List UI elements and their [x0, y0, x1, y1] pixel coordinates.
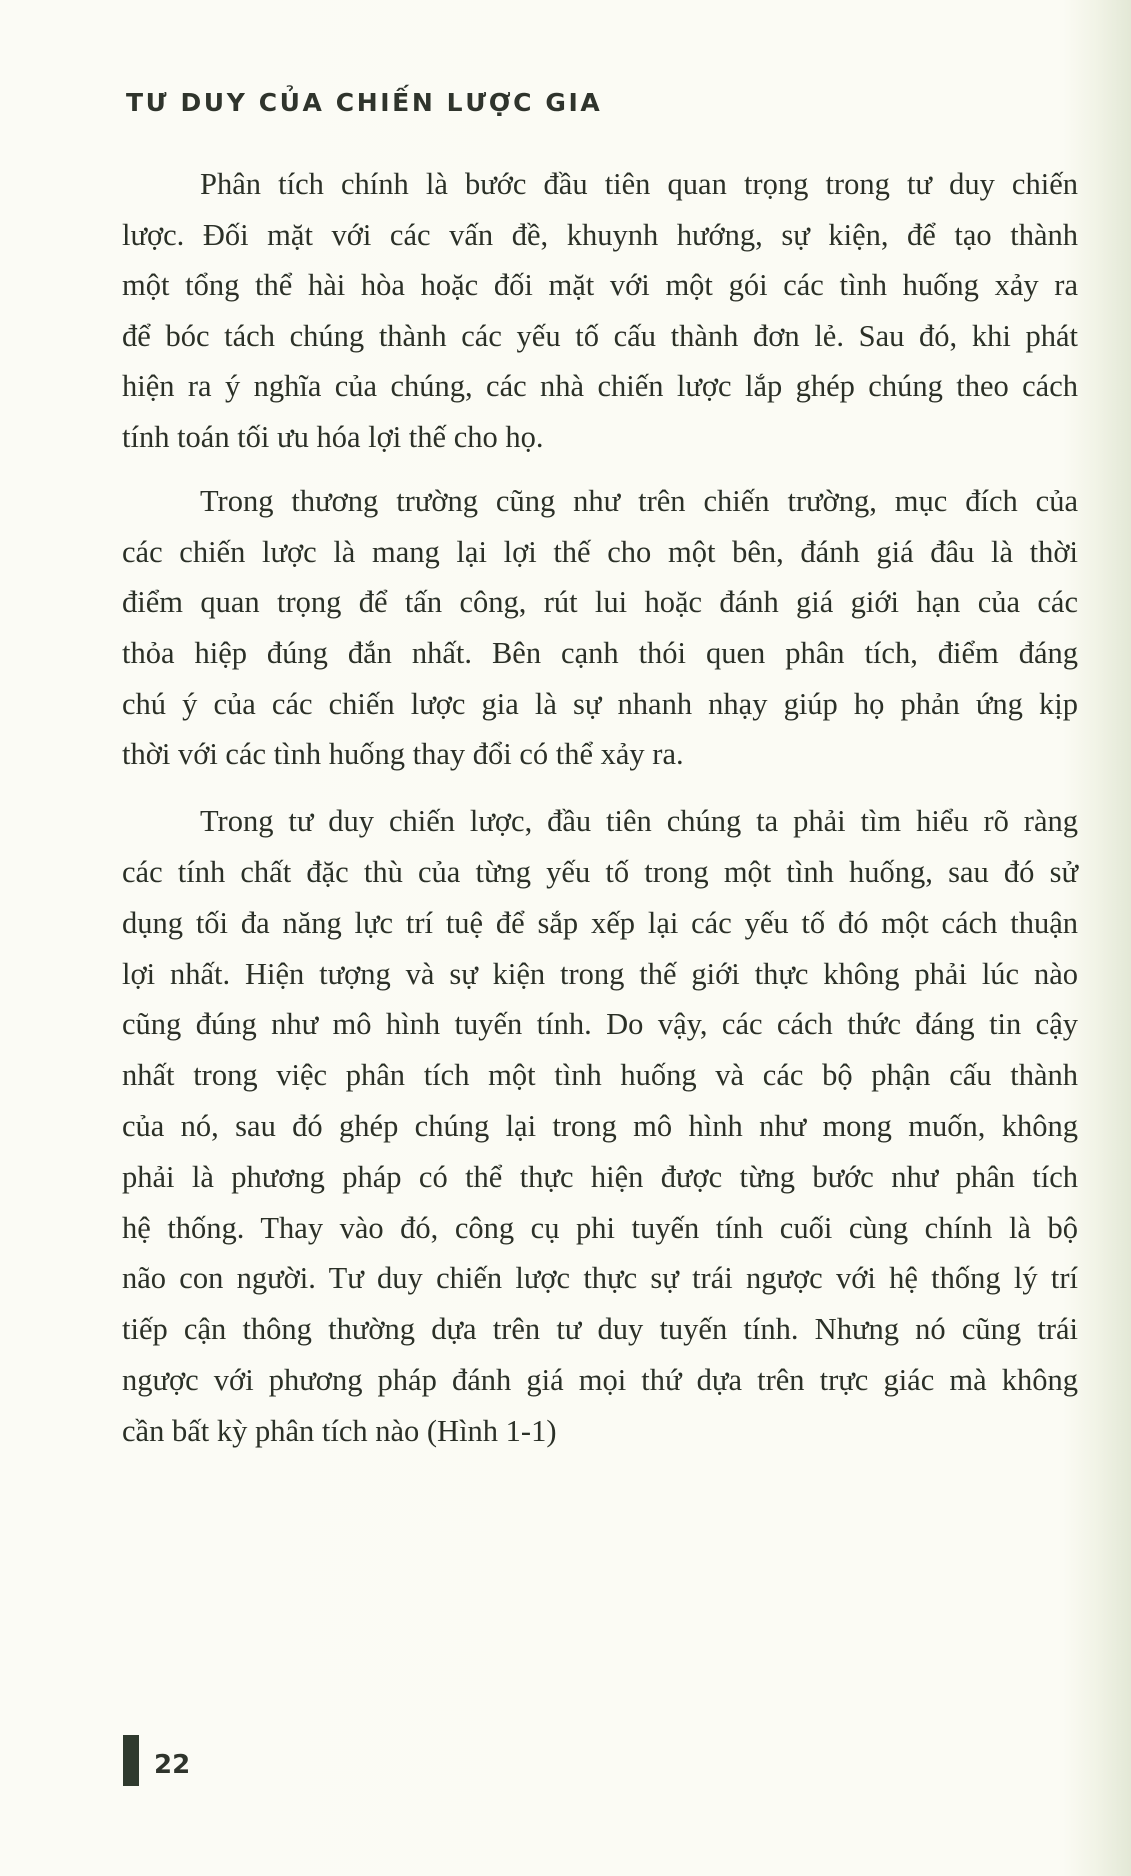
text-line: cần bất kỳ phân tích nào (Hình 1-1) — [122, 1414, 557, 1448]
text-line: não con người. Tư duy chiến lược thực sự trái ngược với hệ thống lý trí — [122, 1261, 1078, 1295]
text-line: thời với các tình huống thay đổi có thể xảy ra. — [122, 737, 684, 771]
page-number: 22 — [154, 1750, 191, 1780]
text-line: tính toán tối ưu hóa lợi thế cho họ. — [122, 420, 544, 454]
text-line: nhất trong việc phân tích một tình huống và các bộ phận cấu thành — [122, 1058, 1078, 1092]
text-line: điểm quan trọng để tấn công, rút lui hoặc đánh giá giới hạn của các — [122, 585, 1078, 619]
folio-bar — [123, 1735, 139, 1786]
text-line: một tổng thể hài hòa hoặc đối mặt với một gói các tình huống xảy ra — [122, 268, 1078, 302]
text-line: Phân tích chính là bước đầu tiên quan trọng trong tư duy chiến — [200, 167, 1078, 201]
text-line: chú ý của các chiến lược gia là sự nhanh nhạy giúp họ phản ứng kịp — [122, 687, 1078, 721]
text-line: lợi nhất. Hiện tượng và sự kiện trong thế giới thực không phải lúc nào — [122, 957, 1078, 991]
running-head: TƯ DUY CỦA CHIẾN LƯỢC GIA — [126, 88, 603, 117]
text-line: Trong tư duy chiến lược, đầu tiên chúng ta phải tìm hiểu rõ ràng — [200, 804, 1078, 838]
text-line: lược. Đối mặt với các vấn đề, khuynh hướng, sự kiện, để tạo thành — [122, 218, 1078, 252]
text-line: cũng đúng như mô hình tuyến tính. Do vậy, các cách thức đáng tin cậy — [122, 1007, 1078, 1041]
text-line: ngược với phương pháp đánh giá mọi thứ dựa trên trực giác mà không — [122, 1363, 1078, 1397]
text-line: phải là phương pháp có thể thực hiện được từng bước như phân tích — [122, 1160, 1078, 1194]
text-line: dụng tối đa năng lực trí tuệ để sắp xếp lại các yếu tố đó một cách thuận — [122, 906, 1078, 940]
text-line: hiện ra ý nghĩa của chúng, các nhà chiến lược lắp ghép chúng theo cách — [122, 369, 1078, 403]
text-line: các chiến lược là mang lại lợi thế cho một bên, đánh giá đâu là thời — [122, 535, 1078, 569]
text-line: tiếp cận thông thường dựa trên tư duy tuyến tính. Nhưng nó cũng trái — [122, 1312, 1078, 1346]
text-line: các tính chất đặc thù của từng yếu tố trong một tình huống, sau đó sử — [122, 855, 1078, 889]
text-line: để bóc tách chúng thành các yếu tố cấu thành đơn lẻ. Sau đó, khi phát — [122, 319, 1078, 353]
text-line: của nó, sau đó ghép chúng lại trong mô hình như mong muốn, không — [122, 1109, 1078, 1143]
text-line: Trong thương trường cũng như trên chiến trường, mục đích của — [200, 484, 1078, 518]
text-line: hệ thống. Thay vào đó, công cụ phi tuyến tính cuối cùng chính là bộ — [122, 1211, 1078, 1245]
text-line: thỏa hiệp đúng đắn nhất. Bên cạnh thói quen phân tích, điểm đáng — [122, 636, 1078, 670]
